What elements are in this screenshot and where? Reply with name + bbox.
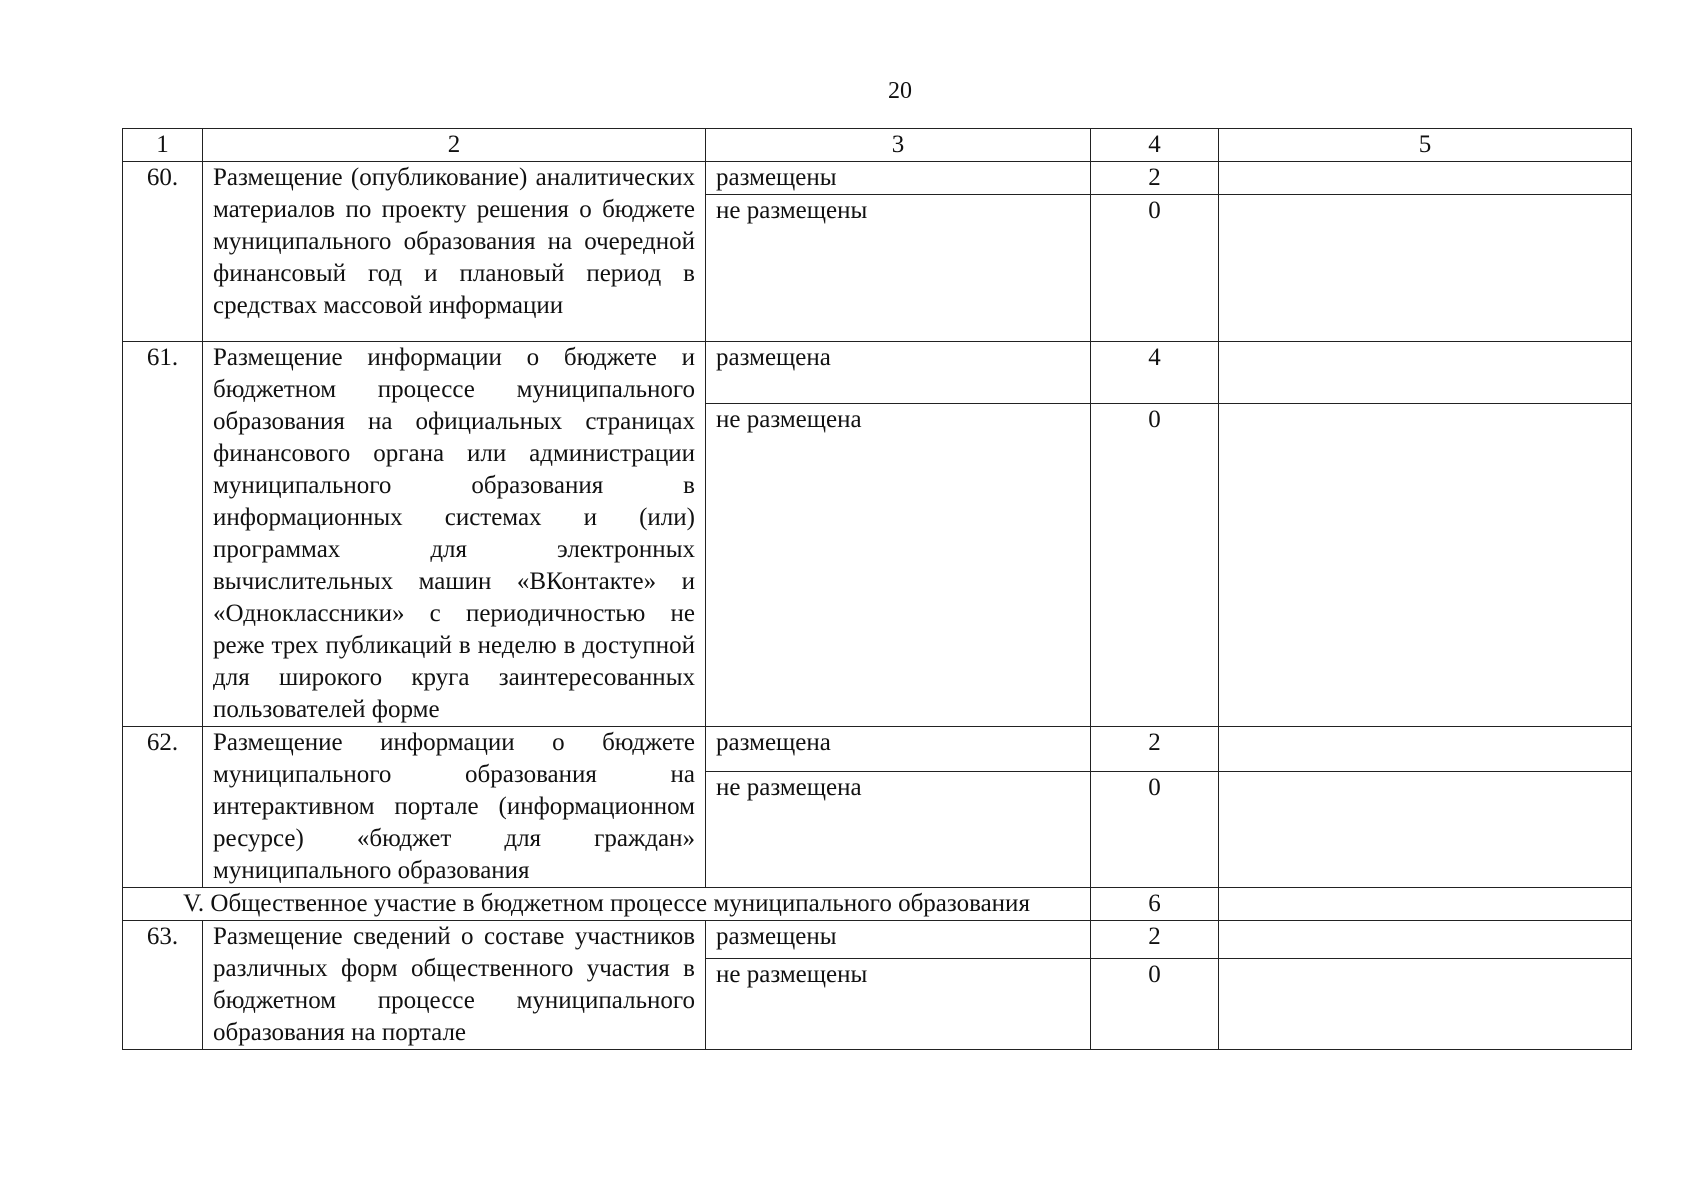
row-description: Размещение информации о бюджете муниципального образования на интерактивном портале (информационном ресурсе) «бюджет для граждан» муниципального образования	[203, 727, 706, 888]
option-label: размещена	[706, 342, 1091, 404]
row-number: 60.	[123, 162, 203, 342]
option-label: не размещена	[706, 772, 1091, 888]
empty-cell	[1219, 342, 1632, 404]
empty-cell	[1219, 959, 1632, 1050]
table-row	[123, 727, 1632, 772]
empty-cell	[1219, 921, 1632, 959]
header-cell: 1	[123, 129, 203, 162]
option-score: 4	[1091, 342, 1219, 404]
row-number: 61.	[123, 342, 203, 727]
option-score: 2	[1091, 727, 1219, 772]
row-number: 62.	[123, 727, 203, 888]
header-cell: 5	[1219, 129, 1632, 162]
table-row	[123, 342, 1632, 404]
option-score: 0	[1091, 404, 1219, 727]
option-score: 0	[1091, 772, 1219, 888]
page-number: 20	[888, 78, 912, 104]
header-cell: 4	[1091, 129, 1219, 162]
table-row	[123, 162, 1632, 195]
row-description: Размещение (опубликование) аналитических материалов по проекту решения о бюджете муниципального образования на очередной финансовый год и плановый период в средствах массовой информации	[203, 162, 706, 342]
header-cell: 3	[706, 129, 1091, 162]
row-number: 63.	[123, 921, 203, 1050]
empty-cell	[1219, 162, 1632, 195]
empty-cell	[1219, 888, 1632, 921]
row-description: Размещение информации о бюджете и бюджетном процессе муниципального образования на официальных страницах финансового органа или администрации муниципального образования в информационных системах и (или) программах для электронных вычислительных машин «ВКонтакте» и «Одноклассники» с периодичностью не реже трех публикаций в неделю в доступной для широкого круга заинтересованных пользователей форме	[203, 342, 706, 727]
option-label: размещены	[706, 921, 1091, 959]
table-header-row	[123, 129, 1632, 162]
empty-cell	[1219, 195, 1632, 342]
option-score: 2	[1091, 921, 1219, 959]
empty-cell	[1219, 772, 1632, 888]
header-cell: 2	[203, 129, 706, 162]
table-row	[123, 921, 1632, 959]
option-label: размещены	[706, 162, 1091, 195]
option-score: 0	[1091, 195, 1219, 342]
row-description: Размещение сведений о составе участников различных форм общественного участия в бюджетном процессе муниципального образования на портале	[203, 921, 706, 1050]
option-score: 0	[1091, 959, 1219, 1050]
empty-cell	[1219, 404, 1632, 727]
empty-cell	[1219, 727, 1632, 772]
section-score: 6	[1091, 888, 1219, 921]
option-score: 2	[1091, 162, 1219, 195]
section-row	[123, 888, 1632, 921]
option-label: размещена	[706, 727, 1091, 772]
criteria-table	[122, 128, 1632, 1050]
option-label: не размещена	[706, 404, 1091, 727]
option-label: не размещены	[706, 959, 1091, 1050]
option-label: не размещены	[706, 195, 1091, 342]
section-title: V. Общественное участие в бюджетном процессе муниципального образования	[123, 888, 1091, 921]
